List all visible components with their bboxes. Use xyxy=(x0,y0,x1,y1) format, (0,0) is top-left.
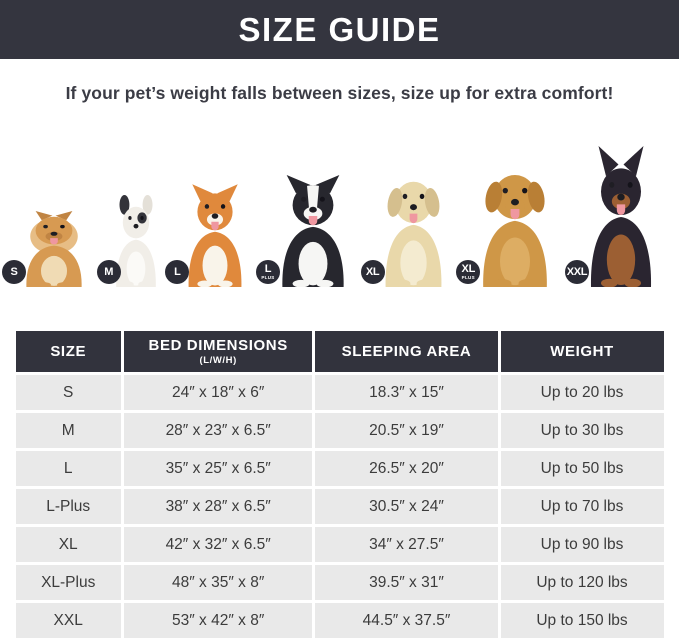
column-header-bed-dimensions xyxy=(124,331,313,372)
table-cell: Up to 150 lbs xyxy=(501,603,664,638)
table-cell: 34″ x 27.5″ xyxy=(315,527,497,562)
size-badge-sub: PLUS xyxy=(461,274,475,280)
size-badge-sub: PLUS xyxy=(261,274,275,280)
subtitle-text: If your pet’s weight falls between sizes, size up for extra comfort! xyxy=(65,83,614,103)
column-header-label: WEIGHT xyxy=(550,343,614,360)
column-header-label: SIZE xyxy=(50,343,87,360)
dog-figure-doberman xyxy=(566,145,671,287)
size-badge-label: M xyxy=(104,265,114,278)
table-cell: L-Plus xyxy=(16,489,121,524)
table-cell: 28″ x 23″ x 6.5″ xyxy=(124,413,313,448)
table-cell: 24″ x 18″ x 6″ xyxy=(124,375,313,410)
dog-figure-golden-retriever xyxy=(462,153,568,287)
table-cell: 30.5″ x 24″ xyxy=(315,489,497,524)
table-row-xxl xyxy=(16,603,664,638)
column-header-label: SLEEPING AREA xyxy=(341,343,472,360)
size-badge-pomeranian xyxy=(2,260,26,284)
table-cell: Up to 20 lbs xyxy=(501,375,664,410)
table-cell: Up to 90 lbs xyxy=(501,527,664,562)
table-row-l-plus xyxy=(16,489,664,524)
dogs-row xyxy=(0,135,679,287)
table-body xyxy=(16,375,664,638)
size-badge-label: S xyxy=(10,265,18,278)
table-row-xl-plus xyxy=(16,565,664,600)
table-cell: 53″ x 42″ x 8″ xyxy=(124,603,313,638)
size-badge-doberman xyxy=(565,260,589,284)
table-cell: XL-Plus xyxy=(16,565,121,600)
table-cell: 42″ x 32″ x 6.5″ xyxy=(124,527,313,562)
table-row-s xyxy=(16,375,664,410)
table-cell: Up to 50 lbs xyxy=(501,451,664,486)
column-header-sleeping-area xyxy=(315,331,497,372)
table-row-l xyxy=(16,451,664,486)
column-header-sub: (L/W/H) xyxy=(199,355,237,366)
table-cell: 48″ x 35″ x 8″ xyxy=(124,565,313,600)
dog-figure-pomeranian xyxy=(8,203,100,287)
table-cell: 18.3″ x 15″ xyxy=(315,375,497,410)
size-badge-label: XXL xyxy=(566,265,588,278)
table-cell: 35″ x 25″ x 6.5″ xyxy=(124,451,313,486)
size-table xyxy=(13,328,667,641)
size-badge-border-collie xyxy=(256,260,280,284)
table-cell: L xyxy=(16,451,121,486)
dog-figure-border-collie xyxy=(262,165,364,287)
size-badge-french-bulldog xyxy=(97,260,121,284)
table-cell: 26.5″ x 20″ xyxy=(315,451,497,486)
size-badge-label: L xyxy=(264,262,272,275)
table-header-row xyxy=(16,331,664,372)
table-cell: XL xyxy=(16,527,121,562)
column-header-label: BED DIMENSIONS xyxy=(148,337,288,354)
table-cell: Up to 70 lbs xyxy=(501,489,664,524)
table-cell: M xyxy=(16,413,121,448)
table-cell: 39.5″ x 31″ xyxy=(315,565,497,600)
table-cell: Up to 120 lbs xyxy=(501,565,664,600)
table-cell: XXL xyxy=(16,603,121,638)
title-bar xyxy=(0,0,679,59)
size-badge-label: XL xyxy=(461,262,476,275)
table-cell: 20.5″ x 19″ xyxy=(315,413,497,448)
size-badge-labrador xyxy=(361,260,385,284)
column-header-weight xyxy=(501,331,664,372)
table-cell: Up to 30 lbs xyxy=(501,413,664,448)
table-cell: 38″ x 28″ x 6.5″ xyxy=(124,489,313,524)
size-badge-label: XL xyxy=(365,265,380,278)
table-cell: 44.5″ x 37.5″ xyxy=(315,603,497,638)
table-row-xl xyxy=(16,527,664,562)
page-title: SIZE GUIDE xyxy=(238,10,441,48)
table-head xyxy=(16,331,664,372)
dog-figure-shiba-inu xyxy=(171,175,259,287)
dog-figure-french-bulldog xyxy=(103,191,169,287)
dog-figure-labrador xyxy=(367,161,460,287)
column-header-size xyxy=(16,331,121,372)
table-row-m xyxy=(16,413,664,448)
size-badge-label: L xyxy=(174,265,181,278)
table-cell: S xyxy=(16,375,121,410)
